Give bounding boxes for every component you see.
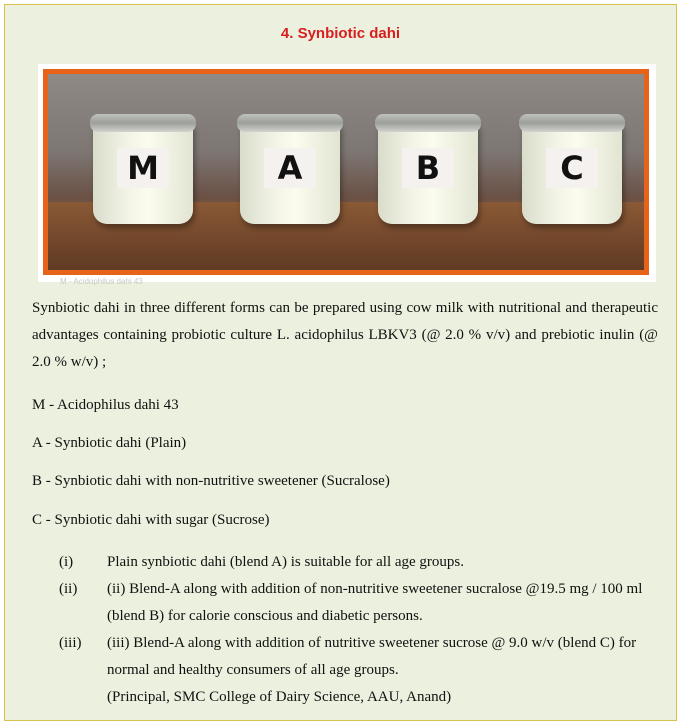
cup-label-m: M: [117, 148, 169, 188]
cup-label-a: A: [264, 148, 316, 188]
cup-label-c: C: [546, 148, 598, 188]
cup-lid: [519, 114, 625, 132]
list-item: [32, 549, 658, 576]
legend-b: B - Synbiotic dahi with non-nutritive sweetener (Sucralose): [32, 473, 390, 489]
photo-image: [43, 69, 649, 275]
numbered-list: [32, 549, 658, 711]
list-item: [32, 576, 658, 630]
dahi-photo: [38, 64, 656, 282]
legend-a: A - Synbiotic dahi (Plain): [32, 435, 187, 451]
cup-lid: [375, 114, 481, 132]
list-number: (ii): [59, 581, 78, 597]
list-item: [32, 630, 658, 684]
credit-text: (Principal, SMC College of Dairy Science, AAU, Anand): [107, 689, 452, 705]
cup-m: [93, 122, 193, 224]
cup-c: [522, 122, 622, 224]
legend-m: M - Acidophilus dahi 43: [32, 397, 179, 413]
credit-line: [32, 684, 658, 711]
legend-c: C - Synbiotic dahi with sugar (Sucrose): [32, 512, 270, 528]
intro-paragraph: Synbiotic dahi in three different forms can be prepared using cow milk with nutritional and therapeutic advantages containing probiotic culture L. acidophilus LBKV3 (@ 2.0 % v/v) and prebiotic inulin (@ 2.0 % w/v) ;: [32, 300, 658, 370]
cup-lid: [237, 114, 343, 132]
list-text: (iii) Blend-A along with addition of nutritive sweetener sucrose @ 9.0 w/v (blend C) for normal and healthy consumers of all age groups.: [107, 635, 637, 678]
list-text: (ii) Blend-A along with addition of non-nutritive sweetener sucralose @19.5 mg / 100 ml (blend B) for calorie conscious and diabetic persons.: [107, 581, 643, 624]
body-text: [32, 295, 658, 705]
cup-a: [240, 122, 340, 224]
cup-lid: [90, 114, 196, 132]
cup-label-b: B: [402, 148, 454, 188]
page-title: 4. Synbiotic dahi: [280, 25, 401, 42]
list-number: (iii): [59, 635, 82, 651]
cup-b: [378, 122, 478, 224]
faint-caption: M - Acidophilus dahi 43: [60, 277, 143, 286]
content-panel: [4, 4, 677, 721]
list-number: (i): [59, 554, 74, 570]
list-text: Plain synbiotic dahi (blend A) is suitable for all age groups.: [107, 554, 465, 570]
